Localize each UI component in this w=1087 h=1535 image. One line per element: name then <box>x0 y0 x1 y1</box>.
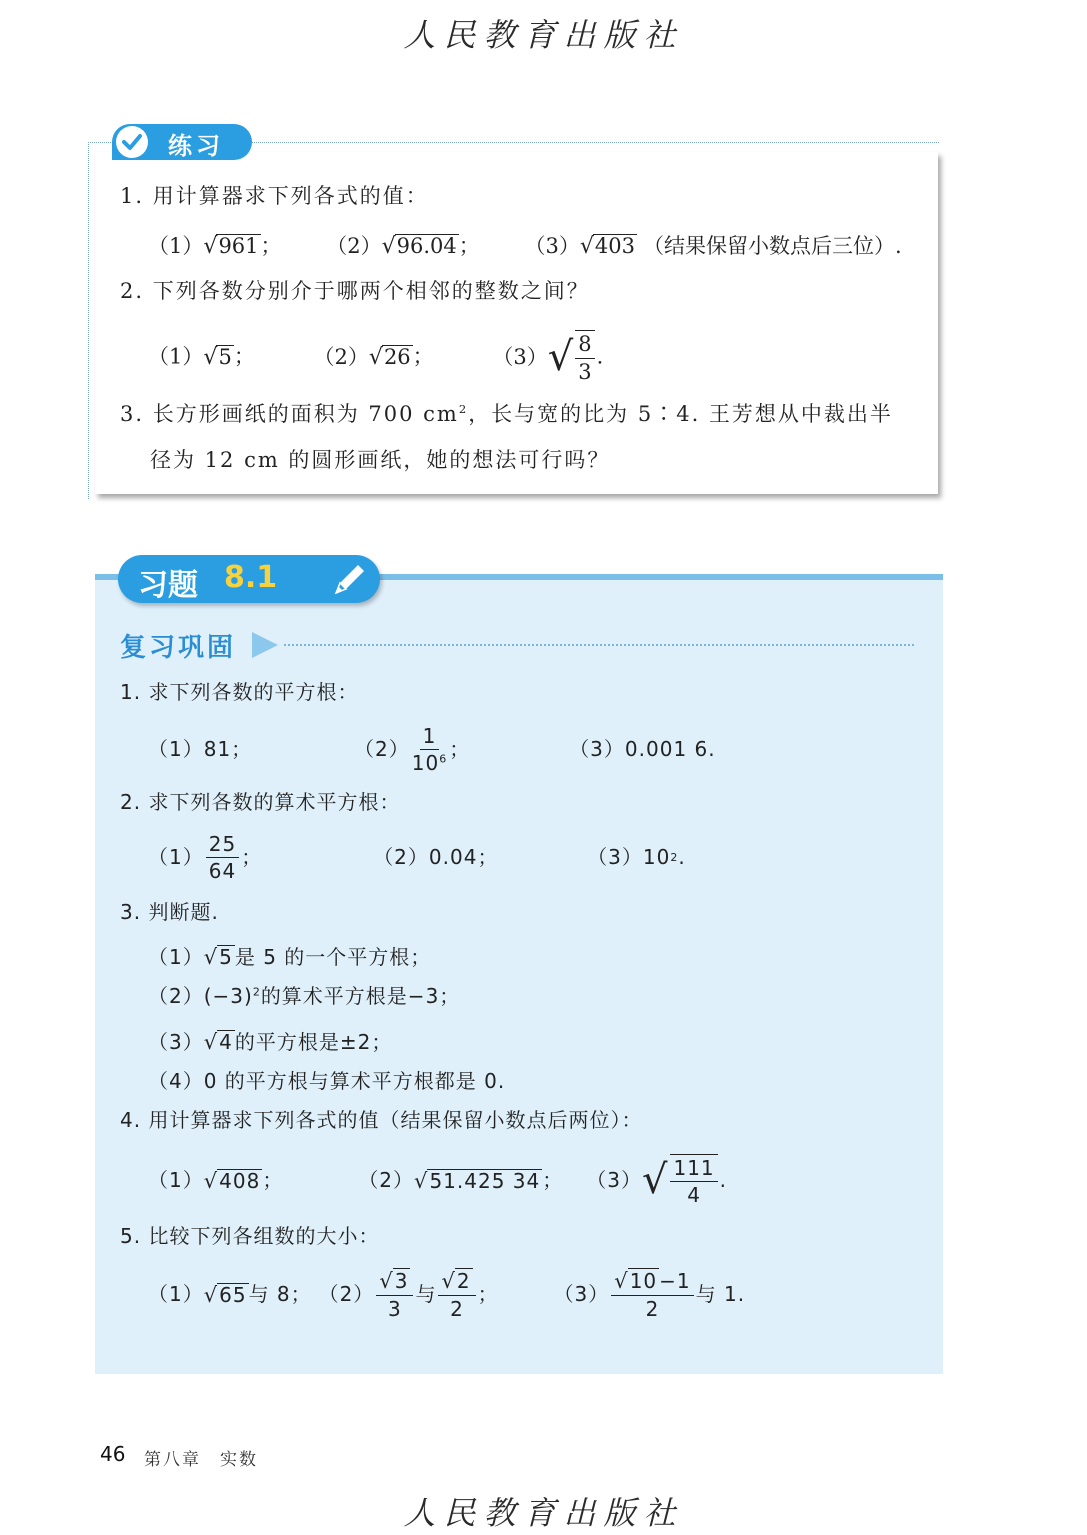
exercise-q5-text: 5. 比较下列各组数的大小： <box>120 1224 380 1248</box>
exercise-q1-text: 1. 求下列各数的平方根： <box>120 680 359 704</box>
practice-q2-text: 2. 下列各数分别介于哪两个相邻的整数之间？ <box>120 279 590 303</box>
section-heading: 复习巩固 <box>120 633 237 663</box>
pencil-icon <box>330 561 368 599</box>
exercise-q3-b: $(2)(-3)^2$的算术平方根是−3； <box>148 984 461 1008</box>
exercise-q4-items: （1） √408 ； （2） √51.425 34 ； （3） √ $\frac{111}{4}$ . <box>148 1156 728 1207</box>
exercise-q3-text: 3. 判断题. <box>120 900 219 924</box>
publisher-watermark-bottom: 人民教育出版社 <box>403 1494 684 1532</box>
exercise-q3-c: （3）√4 的平方根是±2； <box>148 1030 393 1054</box>
section-divider <box>284 644 914 646</box>
exercise-q1-items: （1）81； （2） $\frac{1}{10^6}$ ； （3）0.001 6. <box>148 723 716 775</box>
practice-q1-text: 1. 用计算器求下列各式的值： <box>120 184 429 208</box>
publisher-watermark-top: 人民教育出版社 <box>403 16 684 54</box>
exercise-title: 习题 <box>138 568 198 603</box>
practice-q3-line1: 3. 长方形画纸的面积为 700 $cm^2$，长与宽的比为 5∶4. 王芳想从中裁出半 <box>120 402 893 426</box>
practice-q3-line2: 径为 12 cm 的圆形画纸，她的想法可行吗？ <box>150 448 611 472</box>
exercise-number: 8.1 <box>224 560 278 595</box>
practice-title: 练习 <box>168 132 224 160</box>
chapter-label: 第八章 实数 <box>144 1450 258 1470</box>
exercise-q2-items: （1） $\frac{25}{64}$ ； （2）0.04； （3）10 2 . <box>148 831 686 883</box>
practice-q1-items: （1）√961； （2）√96.04； （3）√403 （结果保留小数点后三位）. <box>148 234 902 259</box>
exercise-q3-a: （1）√5 是 5 的一个平方根； <box>148 945 432 969</box>
page-number: 46 <box>100 1442 126 1466</box>
triangle-arrow-icon <box>252 632 278 658</box>
exercise-q3-d: （4）0 的平方根与算术平方根都是 0. <box>148 1069 506 1093</box>
practice-q2-items: （1）√5； （2）√26； （3）√ $\frac{8}{3}$ . <box>148 332 604 385</box>
exercise-q5-items: （1） √65 与 8； （2） $\frac{√3}{3}$ 与 $\frac{√2}{2}$ ； （3） $\frac{√10 -1}{2}$ 与 1. <box>148 1268 746 1322</box>
exercise-q4-text: 4. 用计算器求下列各式的值（结果保留小数点后两位）： <box>120 1108 643 1132</box>
check-icon <box>116 126 148 158</box>
exercise-q2-text: 2. 求下列各数的算术平方根： <box>120 790 401 814</box>
